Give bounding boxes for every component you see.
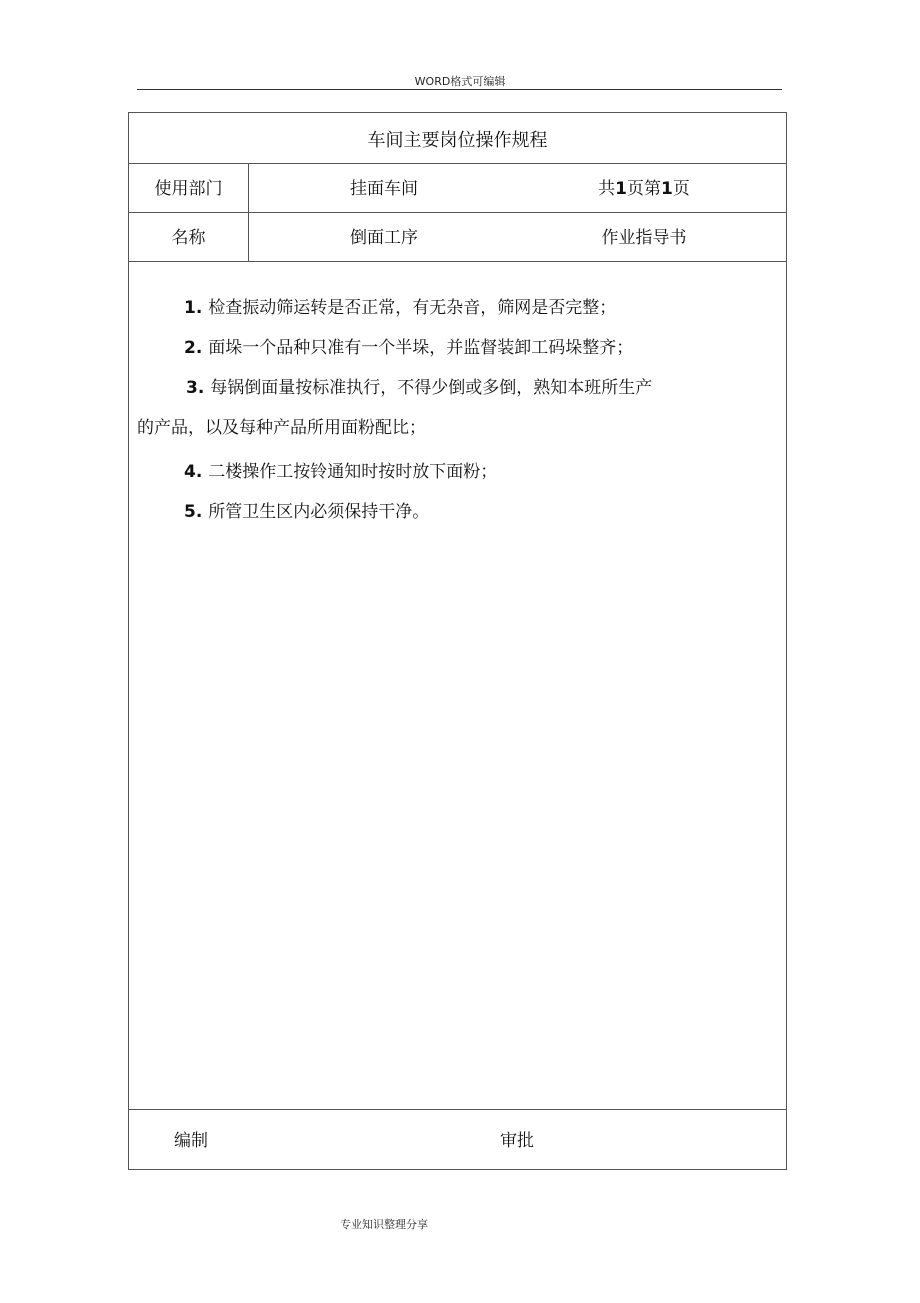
page-footer-text: 专业知识整理分享 xyxy=(340,1218,428,1231)
name-label: 名称 xyxy=(129,213,249,261)
instruction-text: 所管卫生区内必须保持干净。 xyxy=(208,502,430,522)
department-label: 使用部门 xyxy=(129,164,249,212)
form-title: 车间主要岗位操作规程 xyxy=(129,113,786,164)
approve-label: 审批 xyxy=(500,1131,534,1151)
page-count-middle: 页第 xyxy=(627,179,661,199)
instruction-text: 检查振动筛运转是否正常，有无杂音，筛网是否完整； xyxy=(208,298,617,318)
instruction-number: 3. xyxy=(186,378,205,398)
page-count-prefix: 共 xyxy=(598,179,616,199)
page-total: 1 xyxy=(615,179,627,199)
instruction-item xyxy=(184,333,633,358)
instructions-area xyxy=(129,262,786,1110)
name-row xyxy=(129,213,786,262)
instruction-text: 面垛一个品种只准有一个半垛，并监督装卸工码垛整齐； xyxy=(208,338,634,358)
page-count xyxy=(584,164,704,215)
instruction-number: 1. xyxy=(184,298,203,318)
instruction-item xyxy=(184,457,497,482)
procedure-form xyxy=(128,112,787,1170)
instruction-item xyxy=(186,373,652,398)
instruction-number: 5. xyxy=(184,502,203,522)
compile-label: 编制 xyxy=(174,1131,208,1151)
document-type: 作业指导书 xyxy=(601,228,687,248)
page-current: 1 xyxy=(661,179,673,199)
instruction-number: 4. xyxy=(184,462,203,482)
instruction-text: 的产品，以及每种产品所用面粉配比； xyxy=(137,418,426,438)
instruction-number: 2. xyxy=(184,338,203,358)
page-count-suffix: 页 xyxy=(672,179,690,199)
page-header-text: WORD格式可编辑 xyxy=(414,75,506,88)
name-value: 倒面工序 xyxy=(350,228,418,248)
instruction-item xyxy=(184,497,429,522)
instruction-text: 每锅倒面量按标准执行，不得少倒或多倒，熟知本班所生产 xyxy=(210,378,653,398)
instruction-item xyxy=(184,293,616,318)
department-value: 挂面车间 xyxy=(350,179,418,199)
instruction-continuation xyxy=(137,413,426,438)
instruction-text: 二楼操作工按铃通知时按时放下面粉； xyxy=(208,462,498,482)
department-row xyxy=(129,164,786,213)
signature-row xyxy=(129,1110,786,1169)
header-divider xyxy=(137,89,782,90)
